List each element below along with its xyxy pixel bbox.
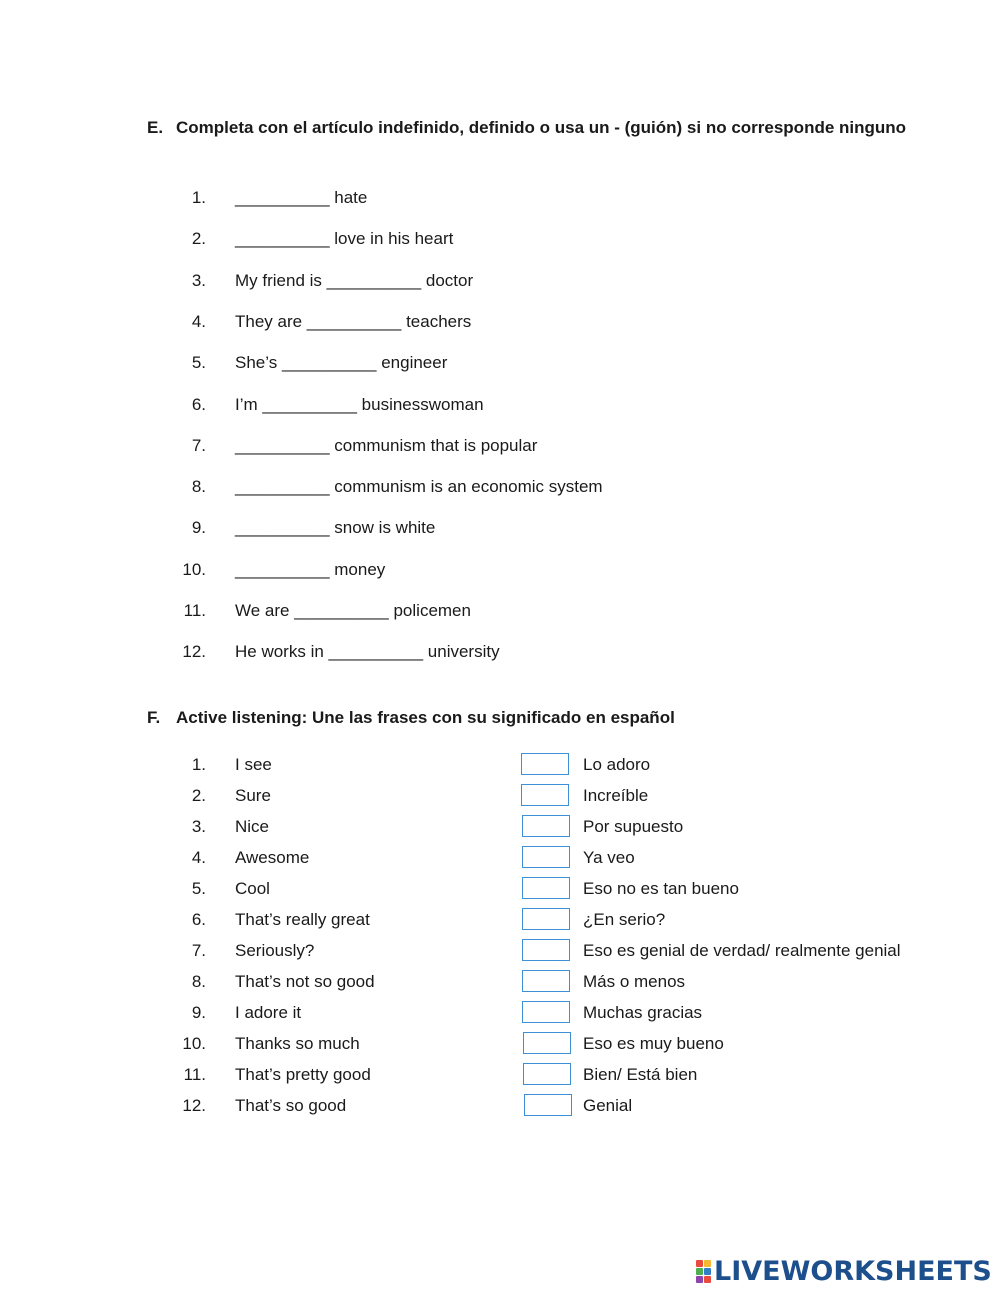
section-e-title bbox=[147, 115, 907, 140]
item-number: 6. bbox=[191, 910, 206, 929]
liveworksheets-logo bbox=[696, 1256, 992, 1286]
item-number: 11. bbox=[183, 1065, 206, 1084]
section-f-instructions: Active listening: Une las frases con su significado en español bbox=[176, 708, 675, 727]
item-sentence[interactable]: __________ communism that is popular bbox=[235, 436, 538, 455]
answer-box[interactable] bbox=[522, 939, 570, 961]
item-number: 10. bbox=[182, 560, 206, 579]
item-sentence[interactable]: __________ money bbox=[235, 560, 386, 579]
item-number: 4. bbox=[191, 848, 206, 867]
item-sentence[interactable]: He works in __________ university bbox=[235, 642, 500, 661]
item-sentence[interactable]: __________ snow is white bbox=[235, 518, 436, 537]
item-number: 10. bbox=[182, 1034, 206, 1053]
section-f-letter: F. bbox=[147, 708, 161, 727]
spanish-meaning: Eso es muy bueno bbox=[583, 1034, 724, 1053]
spanish-meaning: Lo adoro bbox=[583, 755, 651, 774]
item-number: 5. bbox=[191, 879, 206, 898]
spanish-meaning: Eso no es tan bueno bbox=[583, 879, 739, 898]
english-phrase: Seriously? bbox=[235, 941, 315, 960]
item-number: 8. bbox=[191, 477, 206, 496]
answer-box[interactable] bbox=[522, 877, 570, 899]
logo-blocks-icon bbox=[696, 1260, 711, 1283]
spanish-meaning: Ya veo bbox=[583, 848, 635, 867]
english-phrase: That’s really great bbox=[235, 910, 370, 929]
spanish-meaning: ¿En serio? bbox=[583, 910, 666, 929]
answer-box[interactable] bbox=[522, 815, 570, 837]
item-sentence[interactable]: __________ love in his heart bbox=[235, 229, 454, 248]
item-number: 7. bbox=[191, 941, 206, 960]
item-number: 4. bbox=[191, 312, 206, 331]
english-phrase: Awesome bbox=[235, 848, 310, 867]
answer-box[interactable] bbox=[521, 784, 569, 806]
item-sentence[interactable]: She’s __________ engineer bbox=[235, 353, 448, 372]
answer-box[interactable] bbox=[522, 970, 570, 992]
spanish-meaning: Bien/ Está bien bbox=[583, 1065, 698, 1084]
section-f-title bbox=[147, 705, 907, 730]
logo-text: LIVEWORKSHEETS bbox=[714, 1255, 992, 1287]
english-phrase: Cool bbox=[235, 879, 270, 898]
english-phrase: Thanks so much bbox=[235, 1034, 360, 1053]
english-phrase: That’s so good bbox=[235, 1096, 347, 1115]
english-phrase: Sure bbox=[235, 786, 271, 805]
item-sentence[interactable]: __________ hate bbox=[235, 188, 368, 207]
item-number: 5. bbox=[191, 353, 206, 372]
section-e-letter: E. bbox=[147, 118, 164, 137]
answer-box[interactable] bbox=[523, 1063, 571, 1085]
item-sentence[interactable]: We are __________ policemen bbox=[235, 601, 471, 620]
answer-box[interactable] bbox=[522, 908, 570, 930]
item-sentence[interactable]: My friend is __________ doctor bbox=[235, 271, 474, 290]
answer-box[interactable] bbox=[522, 846, 570, 868]
english-phrase: I see bbox=[235, 755, 272, 774]
section-e-instructions: Completa con el artículo indefinido, definido o usa un - (guión) si no corresponde ninguno bbox=[176, 118, 907, 137]
spanish-meaning: Genial bbox=[583, 1096, 633, 1115]
spanish-meaning: Eso es genial de verdad/ realmente genial bbox=[583, 941, 901, 960]
item-number: 1. bbox=[191, 188, 206, 207]
item-number: 9. bbox=[191, 518, 206, 537]
spanish-meaning: Increíble bbox=[583, 786, 649, 805]
item-sentence[interactable]: I’m __________ businesswoman bbox=[235, 395, 484, 414]
english-phrase: I adore it bbox=[235, 1003, 302, 1022]
item-number: 7. bbox=[191, 436, 206, 455]
spanish-meaning: Muchas gracias bbox=[583, 1003, 703, 1022]
item-number: 3. bbox=[191, 271, 206, 290]
item-sentence[interactable]: They are __________ teachers bbox=[235, 312, 472, 331]
item-number: 1. bbox=[191, 755, 206, 774]
english-phrase: That’s not so good bbox=[235, 972, 375, 991]
item-number: 8. bbox=[191, 972, 206, 991]
item-number: 2. bbox=[191, 786, 206, 805]
english-phrase: That’s pretty good bbox=[235, 1065, 371, 1084]
spanish-meaning: Más o menos bbox=[583, 972, 686, 991]
answer-box[interactable] bbox=[523, 1032, 571, 1054]
item-sentence[interactable]: __________ communism is an economic system bbox=[235, 477, 603, 496]
spanish-meaning: Por supuesto bbox=[583, 817, 684, 836]
item-number: 6. bbox=[191, 395, 206, 414]
answer-box[interactable] bbox=[522, 1001, 570, 1023]
answer-box[interactable] bbox=[521, 753, 569, 775]
item-number: 9. bbox=[191, 1003, 206, 1022]
item-number: 3. bbox=[191, 817, 206, 836]
item-number: 12. bbox=[182, 642, 206, 661]
item-number: 2. bbox=[191, 229, 206, 248]
answer-box[interactable] bbox=[524, 1094, 572, 1116]
item-number: 12. bbox=[182, 1096, 206, 1115]
english-phrase: Nice bbox=[235, 817, 270, 836]
item-number: 11. bbox=[183, 601, 206, 620]
